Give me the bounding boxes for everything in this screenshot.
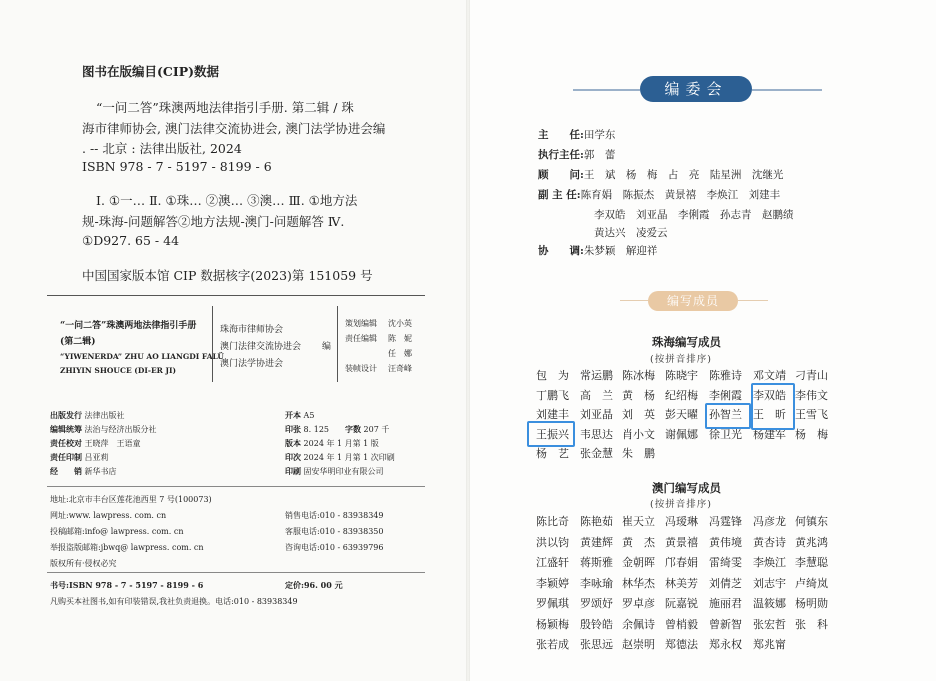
member-name: 陈冰梅 — [622, 369, 655, 382]
author-org: 澳门法律交流协进会 — [220, 342, 302, 352]
member-name: 冯霆锋 — [709, 515, 742, 528]
address: 地址:北京市丰台区莲花池西里 7 号(100073) — [50, 495, 212, 504]
cip-class-line: Ⅰ. ①一… Ⅱ. ①珠… ②澳… ③澳… Ⅲ. ①地方法 — [96, 193, 358, 208]
member-name: 温筱娜 — [753, 597, 786, 610]
member-name: 赵崇明 — [622, 638, 655, 651]
member-name: 杨建军 — [753, 427, 786, 441]
member-name: 殷铃皓 — [580, 617, 613, 631]
member-name: 冯瑷琳 — [665, 515, 698, 528]
member-name: 纪绍梅 — [665, 388, 698, 402]
pub-label: 编辑统筹 — [50, 424, 82, 434]
member-name: 彭天曜 — [665, 408, 698, 421]
member-name: 陈雅诗 — [709, 369, 742, 382]
member-name: 杨明勋 — [795, 597, 828, 610]
pub-value: 王晓萍 王语童 — [84, 439, 141, 448]
member-name: 刘倩芝 — [709, 576, 742, 590]
member-name: 黄建辉 — [580, 535, 613, 549]
highlight-box — [527, 421, 575, 447]
member-name: 刘建丰 — [536, 408, 569, 421]
member-name: 杨颖梅 — [536, 617, 569, 631]
member-name: 孙智兰 — [709, 408, 742, 421]
pub-value: 法律出版社 — [84, 411, 125, 420]
return-notice: 凡购买本社图书,如有印装错误,我社负责退换。电话:010 - 83938349 — [50, 597, 298, 606]
member-name: 黄 杰 — [622, 535, 655, 549]
member-name: 邓文靖 — [753, 369, 786, 382]
divider — [47, 486, 425, 487]
member-name: 罗颂妤 — [580, 597, 613, 610]
price-line: 定价:96. 00 元 — [285, 580, 343, 590]
member-name: 黄 杨 — [622, 388, 655, 402]
member-name: 金朝晖 — [622, 556, 655, 569]
pub-label: 经 销 — [50, 466, 82, 476]
member-name: 陈比奇 — [536, 515, 569, 528]
member-name: 陈晓宇 — [665, 369, 698, 382]
book-fold — [466, 0, 470, 681]
member-name: 李颖婷 — [536, 576, 569, 590]
member-name: 肖小文 — [622, 427, 655, 441]
committee-names: 郭 蕾 — [583, 149, 616, 161]
cip-class-line: ①D927. 65 - 44 — [82, 233, 180, 248]
cip-title: 图书在版编目(CIP)数据 — [82, 64, 220, 79]
member-name: 黄伟境 — [709, 535, 742, 549]
pub-label: 印次 — [285, 452, 301, 462]
pub-value: 法治与经济出版分社 — [84, 425, 157, 434]
pub-label: 字数 — [345, 424, 361, 434]
author-role: 编 — [322, 342, 332, 352]
pub-value: 新华书店 — [84, 467, 117, 476]
member-name: 李慧聪 — [795, 556, 828, 569]
cip-isbn: ISBN 978 - 7 - 5197 - 8199 - 6 — [82, 159, 272, 174]
member-name: 包 为 — [536, 369, 569, 382]
highlight-box — [705, 403, 751, 429]
pub-value: 吕亚莉 — [84, 453, 109, 462]
planning-editor-label: 策划编辑 — [345, 319, 377, 328]
member-name: 张若成 — [536, 638, 569, 651]
pub-label: 印张 — [285, 424, 301, 434]
member-name: 张 科 — [795, 617, 828, 631]
cip-line: . -- 北京 : 法律出版社, 2024 — [82, 141, 242, 156]
member-name: 李咏瑜 — [580, 576, 613, 590]
report-email: 举报盗版邮箱:jbwq@ lawpress. com. cn — [50, 543, 204, 552]
copyright-notice: 版权所有·侵权必究 — [50, 559, 117, 568]
member-name: 黄杏诗 — [753, 535, 786, 549]
pub-value: 固安华明印业有限公司 — [303, 467, 384, 476]
committee-role: 顾 问: — [538, 169, 584, 181]
cip-class-line: 规-珠海-问题解答②地方法规-澳门-问题解答 Ⅳ. — [82, 214, 345, 229]
resp-editor-name: 任 娜 — [388, 349, 412, 358]
website: 网址:www. lawpress. com. cn — [50, 511, 167, 520]
member-name: 朱 鹏 — [622, 447, 655, 460]
member-name: 余佩诗 — [622, 617, 655, 631]
member-name: 郑德法 — [665, 638, 698, 651]
highlight-box — [751, 383, 795, 430]
member-name: 李俐霞 — [709, 388, 742, 402]
member-name: 邝春娟 — [665, 556, 698, 569]
pub-label: 印刷 — [285, 466, 301, 476]
inquiry-phone: 咨询电话:010 - 63939796 — [285, 543, 384, 552]
sales-phone: 销售电话:010 - 83938349 — [285, 511, 384, 520]
member-name: 罗卓彦 — [622, 597, 655, 610]
committee-names: 黄达兴 凌爱云 — [594, 227, 668, 239]
banner-rule — [752, 89, 822, 91]
pub-value: 2024 年 1 月第 1 次印刷 — [303, 453, 395, 462]
member-name: 李双皓 — [753, 388, 786, 402]
resp-editor-name: 陈 妮 — [388, 334, 412, 343]
committee-names: 田学东 — [583, 129, 616, 141]
member-name: 何镇东 — [795, 515, 828, 528]
member-name: 卢绮岚 — [795, 576, 828, 590]
pub-value: 207 千 — [363, 425, 390, 434]
member-name: 刘亚晶 — [580, 408, 613, 421]
member-name: 黄景禧 — [665, 535, 698, 549]
pub-value: 8. 125 — [303, 425, 329, 434]
book-title-cn: “一问二答”珠澳两地法律指引手册 — [60, 321, 197, 331]
member-name: 林华杰 — [622, 576, 655, 590]
member-name: 郑兆甯 — [753, 638, 786, 651]
member-name: 蒋斯雅 — [580, 556, 613, 569]
member-name: 徐卫光 — [709, 427, 742, 441]
banner-rule — [738, 300, 768, 301]
committee-role: 主 任: — [538, 129, 584, 141]
zhuhai-section-title: 珠海编写成员 — [652, 335, 721, 349]
member-name: 黄兆鸿 — [795, 535, 828, 549]
member-name: 雷绮雯 — [709, 556, 742, 569]
zhuhai-section-subtitle: (按拼音排序) — [650, 354, 712, 365]
author-org: 澳门法学协进会 — [220, 359, 284, 369]
member-name: 王雪飞 — [795, 408, 828, 421]
member-name: 李焕江 — [753, 556, 786, 569]
book-subtitle-cn: (第二辑) — [60, 337, 96, 347]
submission-email: 投稿邮箱:info@ lawpress. com. cn — [50, 527, 184, 536]
member-name: 崔天立 — [622, 515, 655, 528]
member-name: 常运鹏 — [580, 369, 613, 382]
member-name: 张思远 — [580, 638, 613, 651]
member-name: 陈艳茹 — [580, 515, 613, 528]
committee-role: 协 调: — [538, 245, 584, 257]
macau-section-subtitle: (按拼音排序) — [650, 499, 712, 510]
member-name: 罗佩琪 — [536, 597, 569, 610]
member-name: 高 兰 — [580, 388, 613, 402]
banner-rule — [573, 89, 640, 91]
member-name: 张金慧 — [580, 447, 613, 460]
design-name: 汪奇峰 — [388, 364, 412, 373]
cip-line: “一问二答”珠澳两地法律指引手册. 第二辑 / 珠 — [96, 100, 354, 115]
service-phone: 客服电话:010 - 83938350 — [285, 527, 384, 536]
member-name: 洪以钧 — [536, 535, 569, 549]
divider — [337, 306, 338, 382]
resp-editor-label: 责任编辑 — [345, 334, 377, 343]
cip-verify-number: 中国国家版本馆 CIP 数据核字(2023)第 151059 号 — [82, 268, 373, 283]
committee-banner: 编委会 — [640, 76, 752, 102]
committee-names: 陈育娟 陈振杰 黄景禧 李焕江 刘建丰 — [580, 189, 781, 201]
member-name: 郑永权 — [709, 638, 742, 651]
planning-editor-name: 沈小英 — [388, 319, 412, 328]
pub-label: 责任校对 — [50, 438, 82, 448]
book-title-en: ZHIYIN SHOUCE (DI-ER JI) — [60, 366, 177, 375]
banner-rule — [620, 300, 648, 301]
committee-names: 朱梦颖 解迎祥 — [583, 245, 658, 257]
member-name: 冯彦龙 — [753, 515, 786, 528]
pub-value: A5 — [303, 411, 315, 420]
member-name: 张宏哲 — [753, 617, 786, 631]
design-label: 装帧设计 — [345, 364, 377, 373]
cip-line: 海市律师协会, 澳门法律交流协进会, 澳门法学协进会编 — [82, 121, 386, 136]
member-name: 谢佩娜 — [665, 427, 698, 441]
member-name: 刘志宇 — [753, 576, 786, 590]
macau-section-title: 澳门编写成员 — [652, 481, 721, 495]
member-name: 李伟文 — [795, 388, 828, 402]
member-name: 杨 艺 — [536, 447, 569, 460]
pub-label: 出版发行 — [50, 410, 82, 420]
book-title-en: “YIWENERDA” ZHU AO LIANGDI FALÜ — [60, 352, 224, 361]
divider — [47, 572, 425, 573]
divider — [212, 306, 213, 382]
member-name: 阮嘉锐 — [665, 597, 698, 610]
member-name: 刘 英 — [622, 408, 655, 421]
member-name: 曾新智 — [709, 617, 742, 631]
member-name: 曾梢毅 — [665, 617, 698, 631]
isbn-line: 书号:ISBN 978 - 7 - 5197 - 8199 - 6 — [50, 580, 204, 590]
member-name: 施丽君 — [709, 597, 742, 610]
pub-label: 开本 — [285, 410, 301, 420]
member-name: 林美芳 — [665, 576, 698, 590]
committee-role: 副 主 任: — [538, 189, 581, 201]
committee-names: 王 斌 杨 梅 占 亮 陆星洲 沈继光 — [583, 169, 784, 181]
divider — [47, 295, 425, 296]
member-name: 刁青山 — [795, 369, 828, 382]
pub-label: 版本 — [285, 438, 301, 448]
members-banner: 编写成员 — [648, 291, 738, 311]
committee-names: 李双皓 刘亚晶 李俐霞 孙志青 赵鹏绩 — [594, 209, 794, 221]
committee-role: 执行主任: — [538, 149, 584, 161]
member-name: 王振兴 — [536, 427, 569, 441]
member-name: 杨 梅 — [795, 427, 828, 441]
member-name: 江盛轩 — [536, 556, 569, 569]
author-org: 珠海市律师协会 — [220, 325, 284, 335]
pub-value: 2024 年 1 月第 1 版 — [303, 439, 379, 448]
member-name: 王 昕 — [753, 408, 786, 421]
pub-label: 责任印制 — [50, 452, 82, 462]
member-name: 韦思达 — [580, 427, 613, 441]
member-name: 丁鹏飞 — [536, 388, 569, 402]
